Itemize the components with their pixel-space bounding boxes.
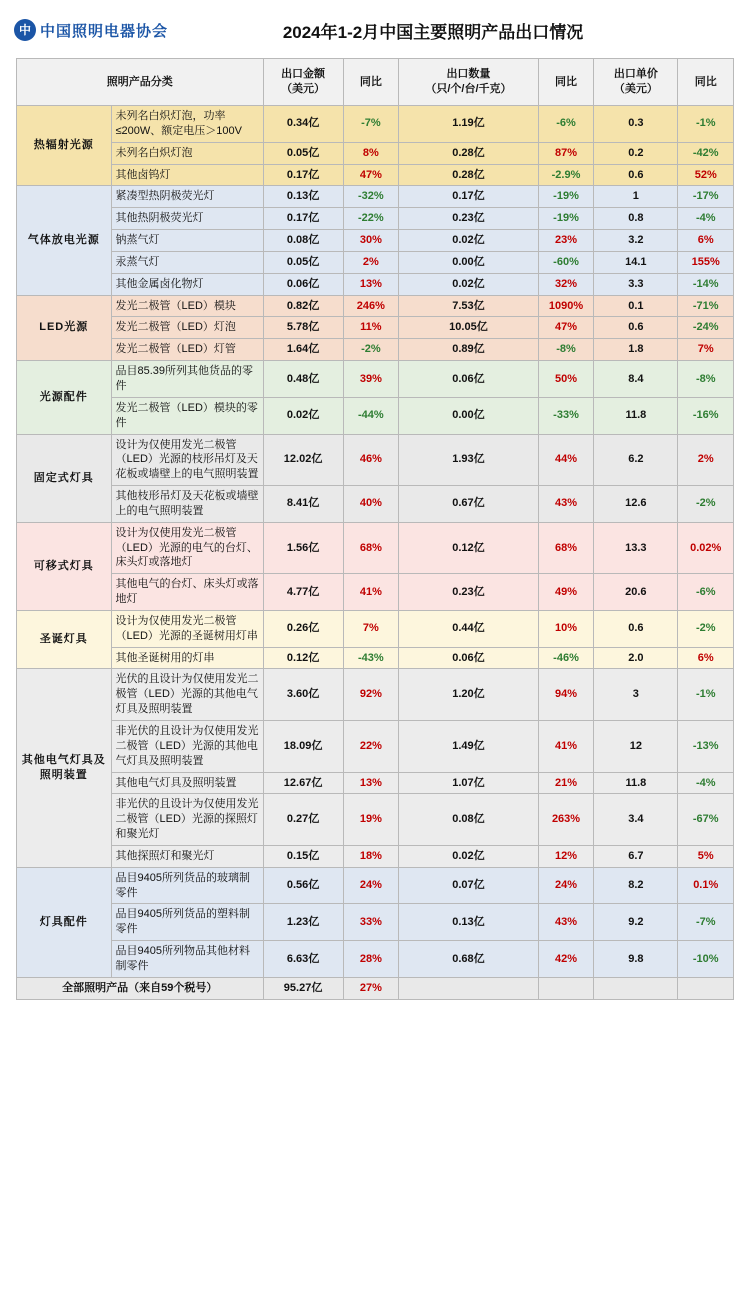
export-amount-yoy-cell: 7%	[343, 610, 398, 647]
export-amount-cell: 0.05亿	[263, 251, 343, 273]
export-quantity-cell: 10.05亿	[399, 317, 539, 339]
export-amount-yoy-cell: 28%	[343, 941, 398, 978]
export-price-yoy-cell: -14%	[678, 273, 734, 295]
category-cell: 热辐射光源	[17, 106, 112, 186]
header-amount: 出口金额 （美元）	[263, 59, 343, 106]
table-row	[17, 434, 734, 486]
export-price-cell: 0.2	[594, 142, 678, 164]
export-price-cell: 0.6	[594, 610, 678, 647]
export-amount-yoy-cell: -2%	[343, 339, 398, 361]
table-row	[17, 867, 734, 904]
export-price-yoy-cell: 0.1%	[678, 867, 734, 904]
header-price-yoy: 同比	[678, 59, 734, 106]
export-amount-cell: 18.09亿	[263, 721, 343, 773]
export-quantity-yoy-cell: 24%	[538, 867, 593, 904]
export-price-yoy-cell: -10%	[678, 941, 734, 978]
export-quantity-yoy-cell: 10%	[538, 610, 593, 647]
export-quantity-yoy-cell: 32%	[538, 273, 593, 295]
export-amount-cell: 0.05亿	[263, 142, 343, 164]
export-quantity-cell: 0.00亿	[399, 397, 539, 434]
table-row	[17, 486, 734, 523]
export-price-cell: 0.3	[594, 106, 678, 143]
export-quantity-cell: 0.13亿	[399, 904, 539, 941]
export-price-cell: 3.3	[594, 273, 678, 295]
export-price-cell: 11.8	[594, 772, 678, 794]
subcategory-cell: 设计为仅使用发光二极管（LED）光源的枝形吊灯及天花板或墙壁上的电气照明装置	[111, 434, 263, 486]
export-amount-yoy-cell: 13%	[343, 772, 398, 794]
table-row	[17, 361, 734, 398]
category-cell: 气体放电光源	[17, 186, 112, 295]
export-amount-yoy-cell: 30%	[343, 230, 398, 252]
export-amount-cell: 0.13亿	[263, 186, 343, 208]
subcategory-cell: 汞蒸气灯	[111, 251, 263, 273]
export-amount-cell: 1.56亿	[263, 522, 343, 574]
org-logo	[14, 19, 168, 41]
table-row	[17, 669, 734, 721]
export-amount-yoy-cell: 246%	[343, 295, 398, 317]
export-quantity-yoy-cell: -46%	[538, 647, 593, 669]
export-price-cell: 0.8	[594, 208, 678, 230]
export-price-yoy-cell: -24%	[678, 317, 734, 339]
export-quantity-cell: 0.89亿	[399, 339, 539, 361]
export-quantity-yoy-cell: -2.9%	[538, 164, 593, 186]
category-cell: 固定式灯具	[17, 434, 112, 522]
export-price-yoy-cell: -13%	[678, 721, 734, 773]
subcategory-cell: 品目9405所列货品的玻璃制零件	[111, 867, 263, 904]
table-row	[17, 574, 734, 611]
export-amount-cell: 0.06亿	[263, 273, 343, 295]
subcategory-cell: 发光二极管（LED）灯泡	[111, 317, 263, 339]
export-quantity-cell: 0.17亿	[399, 186, 539, 208]
export-quantity-cell: 0.02亿	[399, 273, 539, 295]
export-amount-yoy-cell: -43%	[343, 647, 398, 669]
table-row	[17, 142, 734, 164]
subcategory-cell: 非光伏的且设计为仅使用发光二极管（LED）光源的探照灯和聚光灯	[111, 794, 263, 846]
export-price-yoy-cell: -2%	[678, 486, 734, 523]
subcategory-cell: 品目9405所列物品其他材料制零件	[111, 941, 263, 978]
export-price-yoy-cell: -42%	[678, 142, 734, 164]
table-row	[17, 721, 734, 773]
export-quantity-yoy-cell: 1090%	[538, 295, 593, 317]
export-amount-yoy-cell: 22%	[343, 721, 398, 773]
export-amount-yoy-cell: 41%	[343, 574, 398, 611]
export-quantity-cell: 0.06亿	[399, 647, 539, 669]
category-cell: 可移式灯具	[17, 522, 112, 610]
header-quantity: 出口数量 （只/个/台/千克）	[399, 59, 539, 106]
export-price-yoy-cell: -1%	[678, 669, 734, 721]
export-amount-cell: 6.63亿	[263, 941, 343, 978]
table-row	[17, 273, 734, 295]
export-amount-cell: 3.60亿	[263, 669, 343, 721]
export-quantity-cell: 1.20亿	[399, 669, 539, 721]
export-price-yoy-cell: 5%	[678, 845, 734, 867]
export-quantity-yoy-cell: 68%	[538, 522, 593, 574]
export-price-cell: 12	[594, 721, 678, 773]
export-quantity-yoy-cell: 43%	[538, 904, 593, 941]
total-price	[594, 977, 678, 999]
table-row	[17, 230, 734, 252]
export-price-cell: 20.6	[594, 574, 678, 611]
export-amount-cell: 4.77亿	[263, 574, 343, 611]
export-amount-cell: 0.27亿	[263, 794, 343, 846]
export-amount-yoy-cell: 68%	[343, 522, 398, 574]
export-quantity-cell: 0.28亿	[399, 164, 539, 186]
export-quantity-cell: 0.23亿	[399, 574, 539, 611]
export-amount-yoy-cell: 19%	[343, 794, 398, 846]
export-amount-yoy-cell: 46%	[343, 434, 398, 486]
export-price-yoy-cell: 6%	[678, 647, 734, 669]
export-quantity-yoy-cell: -33%	[538, 397, 593, 434]
export-quantity-cell: 1.07亿	[399, 772, 539, 794]
total-price-yoy	[678, 977, 734, 999]
export-price-yoy-cell: -16%	[678, 397, 734, 434]
export-price-cell: 0.6	[594, 164, 678, 186]
export-price-cell: 8.4	[594, 361, 678, 398]
export-price-cell: 8.2	[594, 867, 678, 904]
export-amount-yoy-cell: -22%	[343, 208, 398, 230]
table-row	[17, 845, 734, 867]
export-amount-yoy-cell: 18%	[343, 845, 398, 867]
export-amount-cell: 0.48亿	[263, 361, 343, 398]
table-row	[17, 208, 734, 230]
export-price-cell: 13.3	[594, 522, 678, 574]
export-amount-yoy-cell: 24%	[343, 867, 398, 904]
table-row	[17, 186, 734, 208]
export-quantity-yoy-cell: 42%	[538, 941, 593, 978]
export-quantity-yoy-cell: 23%	[538, 230, 593, 252]
export-price-yoy-cell: -6%	[678, 574, 734, 611]
table-row	[17, 522, 734, 574]
export-amount-yoy-cell: 8%	[343, 142, 398, 164]
export-quantity-yoy-cell: -60%	[538, 251, 593, 273]
export-quantity-cell: 0.07亿	[399, 867, 539, 904]
export-price-yoy-cell: -1%	[678, 106, 734, 143]
export-price-cell: 6.2	[594, 434, 678, 486]
export-amount-cell: 0.12亿	[263, 647, 343, 669]
export-price-cell: 3	[594, 669, 678, 721]
export-quantity-cell: 0.68亿	[399, 941, 539, 978]
export-quantity-cell: 0.06亿	[399, 361, 539, 398]
export-amount-yoy-cell: 47%	[343, 164, 398, 186]
export-amount-cell: 0.56亿	[263, 867, 343, 904]
total-quantity-yoy	[538, 977, 593, 999]
table-header	[17, 59, 734, 106]
export-quantity-cell: 1.19亿	[399, 106, 539, 143]
subcategory-cell: 其他金属卤化物灯	[111, 273, 263, 295]
export-quantity-cell: 7.53亿	[399, 295, 539, 317]
export-price-yoy-cell: 52%	[678, 164, 734, 186]
export-amount-yoy-cell: -7%	[343, 106, 398, 143]
export-quantity-cell: 0.02亿	[399, 845, 539, 867]
export-amount-yoy-cell: -44%	[343, 397, 398, 434]
export-amount-cell: 5.78亿	[263, 317, 343, 339]
export-quantity-yoy-cell: -19%	[538, 186, 593, 208]
export-price-cell: 9.8	[594, 941, 678, 978]
subcategory-cell: 其他圣诞树用的灯串	[111, 647, 263, 669]
table-body	[17, 106, 734, 978]
export-price-cell: 0.6	[594, 317, 678, 339]
export-price-yoy-cell: 7%	[678, 339, 734, 361]
category-cell: 圣诞灯具	[17, 610, 112, 669]
export-price-yoy-cell: -17%	[678, 186, 734, 208]
export-price-yoy-cell: -4%	[678, 772, 734, 794]
page-header	[0, 0, 750, 58]
export-quantity-cell: 0.28亿	[399, 142, 539, 164]
export-price-cell: 14.1	[594, 251, 678, 273]
header-quantity-yoy: 同比	[538, 59, 593, 106]
page-title: 2024年1-2月中国主要照明产品出口情况	[282, 22, 584, 42]
export-quantity-cell: 0.00亿	[399, 251, 539, 273]
org-name: 中国照明电器协会	[40, 22, 169, 40]
export-amount-cell: 0.02亿	[263, 397, 343, 434]
export-price-cell: 1.8	[594, 339, 678, 361]
export-amount-cell: 1.64亿	[263, 339, 343, 361]
table-row	[17, 397, 734, 434]
export-amount-cell: 0.26亿	[263, 610, 343, 647]
export-price-yoy-cell: -7%	[678, 904, 734, 941]
category-cell: LED光源	[17, 295, 112, 361]
subcategory-cell: 其他枝形吊灯及天花板或墙壁上的电气照明装置	[111, 486, 263, 523]
export-amount-cell: 1.23亿	[263, 904, 343, 941]
subcategory-cell: 未列名白炽灯泡	[111, 142, 263, 164]
export-amount-cell: 0.08亿	[263, 230, 343, 252]
table-row	[17, 794, 734, 846]
subcategory-cell: 设计为仅使用发光二极管（LED）光源的圣诞树用灯串	[111, 610, 263, 647]
export-quantity-cell: 0.23亿	[399, 208, 539, 230]
export-price-yoy-cell: -67%	[678, 794, 734, 846]
export-quantity-yoy-cell: 43%	[538, 486, 593, 523]
export-price-yoy-cell: 155%	[678, 251, 734, 273]
table-row	[17, 295, 734, 317]
subcategory-cell: 未列名白炽灯泡，功率≤200W、额定电压＞100V	[111, 106, 263, 143]
export-amount-cell: 8.41亿	[263, 486, 343, 523]
export-price-yoy-cell: -2%	[678, 610, 734, 647]
export-quantity-yoy-cell: 94%	[538, 669, 593, 721]
export-quantity-yoy-cell: 41%	[538, 721, 593, 773]
header-category: 照明产品分类	[17, 59, 264, 106]
subcategory-cell: 设计为仅使用发光二极管（LED）光源的电气的台灯、床头灯或落地灯	[111, 522, 263, 574]
table-row	[17, 772, 734, 794]
export-price-yoy-cell: 0.02%	[678, 522, 734, 574]
export-quantity-cell: 1.93亿	[399, 434, 539, 486]
subcategory-cell: 品目85.39所列其他货品的零件	[111, 361, 263, 398]
export-amount-yoy-cell: -32%	[343, 186, 398, 208]
header-amount-yoy: 同比	[343, 59, 398, 106]
subcategory-cell: 其他电气的台灯、床头灯或落地灯	[111, 574, 263, 611]
subcategory-cell: 钠蒸气灯	[111, 230, 263, 252]
export-price-yoy-cell: 6%	[678, 230, 734, 252]
total-label: 全部照明产品（来自59个税号）	[17, 977, 264, 999]
subcategory-cell: 发光二极管（LED）灯管	[111, 339, 263, 361]
export-quantity-yoy-cell: -6%	[538, 106, 593, 143]
export-price-cell: 3.2	[594, 230, 678, 252]
export-amount-cell: 12.02亿	[263, 434, 343, 486]
subcategory-cell: 其他热阴极荧光灯	[111, 208, 263, 230]
export-quantity-yoy-cell: 21%	[538, 772, 593, 794]
export-quantity-cell: 1.49亿	[399, 721, 539, 773]
category-cell: 其他电气灯具及照明装置	[17, 669, 112, 867]
export-quantity-yoy-cell: 44%	[538, 434, 593, 486]
header-price: 出口单价 （美元）	[594, 59, 678, 106]
export-data-table	[16, 58, 734, 1000]
table-row	[17, 106, 734, 143]
export-quantity-cell: 0.12亿	[399, 522, 539, 574]
export-price-cell: 2.0	[594, 647, 678, 669]
export-quantity-yoy-cell: 263%	[538, 794, 593, 846]
export-quantity-yoy-cell: 12%	[538, 845, 593, 867]
export-amount-cell: 0.34亿	[263, 106, 343, 143]
export-price-yoy-cell: -71%	[678, 295, 734, 317]
export-amount-yoy-cell: 2%	[343, 251, 398, 273]
table-row	[17, 317, 734, 339]
subcategory-cell: 发光二极管（LED）模块的零件	[111, 397, 263, 434]
export-amount-cell: 0.17亿	[263, 164, 343, 186]
subcategory-cell: 发光二极管（LED）模块	[111, 295, 263, 317]
export-price-cell: 1	[594, 186, 678, 208]
export-amount-yoy-cell: 11%	[343, 317, 398, 339]
subcategory-cell: 其他探照灯和聚光灯	[111, 845, 263, 867]
subcategory-cell: 光伏的且设计为仅使用发光二极管（LED）光源的其他电气灯具及照明装置	[111, 669, 263, 721]
export-amount-yoy-cell: 33%	[343, 904, 398, 941]
subcategory-cell: 其他卤钨灯	[111, 164, 263, 186]
export-quantity-yoy-cell: -19%	[538, 208, 593, 230]
export-amount-yoy-cell: 40%	[343, 486, 398, 523]
export-amount-yoy-cell: 92%	[343, 669, 398, 721]
export-price-yoy-cell: -8%	[678, 361, 734, 398]
subcategory-cell: 紧凑型热阴极荧光灯	[111, 186, 263, 208]
table-row	[17, 904, 734, 941]
export-amount-cell: 0.17亿	[263, 208, 343, 230]
export-amount-cell: 12.67亿	[263, 772, 343, 794]
export-price-cell: 6.7	[594, 845, 678, 867]
export-price-cell: 9.2	[594, 904, 678, 941]
subcategory-cell: 非光伏的且设计为仅使用发光二极管（LED）光源的其他电气灯具及照明装置	[111, 721, 263, 773]
subcategory-cell: 其他电气灯具及照明装置	[111, 772, 263, 794]
export-quantity-yoy-cell: 87%	[538, 142, 593, 164]
export-price-yoy-cell: 2%	[678, 434, 734, 486]
category-cell: 灯具配件	[17, 867, 112, 977]
export-amount-cell: 0.82亿	[263, 295, 343, 317]
subcategory-cell: 品目9405所列货品的塑料制零件	[111, 904, 263, 941]
export-quantity-yoy-cell: 49%	[538, 574, 593, 611]
export-quantity-yoy-cell: -8%	[538, 339, 593, 361]
logo-mark-icon: 中	[14, 19, 36, 41]
export-quantity-cell: 0.08亿	[399, 794, 539, 846]
export-price-cell: 12.6	[594, 486, 678, 523]
export-price-yoy-cell: -4%	[678, 208, 734, 230]
export-amount-yoy-cell: 13%	[343, 273, 398, 295]
export-quantity-yoy-cell: 50%	[538, 361, 593, 398]
table-row	[17, 941, 734, 978]
total-quantity	[399, 977, 539, 999]
export-amount-cell: 0.15亿	[263, 845, 343, 867]
export-price-cell: 0.1	[594, 295, 678, 317]
export-amount-yoy-cell: 39%	[343, 361, 398, 398]
export-quantity-cell: 0.67亿	[399, 486, 539, 523]
table-row	[17, 251, 734, 273]
export-price-cell: 11.8	[594, 397, 678, 434]
table-footer	[17, 977, 734, 999]
table-row	[17, 164, 734, 186]
export-quantity-cell: 0.44亿	[399, 610, 539, 647]
table-row	[17, 647, 734, 669]
category-cell: 光源配件	[17, 361, 112, 434]
export-quantity-yoy-cell: 47%	[538, 317, 593, 339]
export-quantity-cell: 0.02亿	[399, 230, 539, 252]
total-amount-yoy: 27%	[343, 977, 398, 999]
export-price-cell: 3.4	[594, 794, 678, 846]
total-amount: 95.27亿	[263, 977, 343, 999]
table-row	[17, 339, 734, 361]
table-row	[17, 610, 734, 647]
